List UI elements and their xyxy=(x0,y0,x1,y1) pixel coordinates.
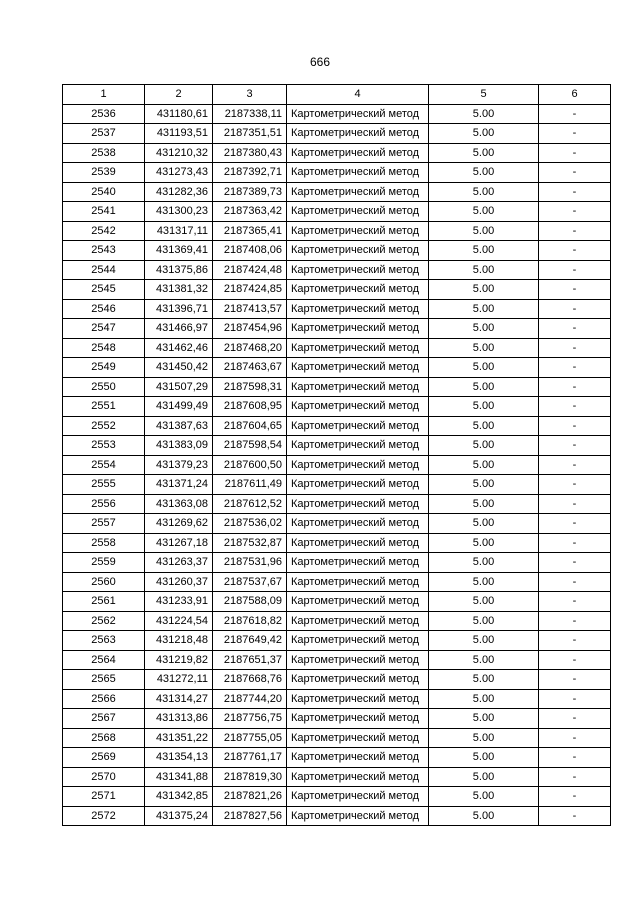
method-cell: Картометрический метод xyxy=(287,806,429,826)
x-coordinate-cell: 431233,91 xyxy=(145,592,213,612)
accuracy-cell: 5.00 xyxy=(429,260,539,280)
note-cell: - xyxy=(539,280,611,300)
note-cell: - xyxy=(539,767,611,787)
y-coordinate-cell: 2187536,02 xyxy=(213,514,287,534)
note-cell: - xyxy=(539,299,611,319)
y-coordinate-cell: 2187463,67 xyxy=(213,358,287,378)
point-number-cell: 2553 xyxy=(63,436,145,456)
method-cell: Картометрический метод xyxy=(287,377,429,397)
point-number-cell: 2557 xyxy=(63,514,145,534)
x-coordinate-cell: 431193,51 xyxy=(145,124,213,144)
accuracy-cell: 5.00 xyxy=(429,748,539,768)
y-coordinate-cell: 2187755,05 xyxy=(213,728,287,748)
x-coordinate-cell: 431260,37 xyxy=(145,572,213,592)
accuracy-cell: 5.00 xyxy=(429,494,539,514)
point-number-cell: 2545 xyxy=(63,280,145,300)
table-row xyxy=(63,202,611,222)
y-coordinate-cell: 2187392,71 xyxy=(213,163,287,183)
point-number-cell: 2555 xyxy=(63,475,145,495)
x-coordinate-cell: 431363,08 xyxy=(145,494,213,514)
accuracy-cell: 5.00 xyxy=(429,572,539,592)
accuracy-cell: 5.00 xyxy=(429,689,539,709)
note-cell: - xyxy=(539,104,611,124)
accuracy-cell: 5.00 xyxy=(429,475,539,495)
accuracy-cell: 5.00 xyxy=(429,163,539,183)
y-coordinate-cell: 2187598,31 xyxy=(213,377,287,397)
method-cell: Картометрический метод xyxy=(287,709,429,729)
y-coordinate-cell: 2187531,96 xyxy=(213,553,287,573)
table-row xyxy=(63,767,611,787)
table-row xyxy=(63,670,611,690)
x-coordinate-cell: 431375,24 xyxy=(145,806,213,826)
note-cell: - xyxy=(539,670,611,690)
point-number-cell: 2565 xyxy=(63,670,145,690)
note-cell: - xyxy=(539,494,611,514)
method-cell: Картометрический метод xyxy=(287,533,429,553)
x-coordinate-cell: 431375,86 xyxy=(145,260,213,280)
method-cell: Картометрический метод xyxy=(287,767,429,787)
note-cell: - xyxy=(539,260,611,280)
y-coordinate-cell: 2187408,06 xyxy=(213,241,287,261)
note-cell: - xyxy=(539,241,611,261)
note-cell: - xyxy=(539,124,611,144)
method-cell: Картометрический метод xyxy=(287,475,429,495)
accuracy-cell: 5.00 xyxy=(429,221,539,241)
accuracy-cell: 5.00 xyxy=(429,241,539,261)
note-cell: - xyxy=(539,709,611,729)
y-coordinate-cell: 2187537,67 xyxy=(213,572,287,592)
method-cell: Картометрический метод xyxy=(287,416,429,436)
note-cell: - xyxy=(539,475,611,495)
accuracy-cell: 5.00 xyxy=(429,514,539,534)
point-number-cell: 2536 xyxy=(63,104,145,124)
y-coordinate-cell: 2187389,73 xyxy=(213,182,287,202)
column-header-5: 5 xyxy=(429,85,539,105)
point-number-cell: 2566 xyxy=(63,689,145,709)
method-cell: Картометрический метод xyxy=(287,163,429,183)
note-cell: - xyxy=(539,182,611,202)
point-number-cell: 2554 xyxy=(63,455,145,475)
y-coordinate-cell: 2187611,49 xyxy=(213,475,287,495)
x-coordinate-cell: 431466,97 xyxy=(145,319,213,339)
accuracy-cell: 5.00 xyxy=(429,611,539,631)
accuracy-cell: 5.00 xyxy=(429,377,539,397)
method-cell: Картометрический метод xyxy=(287,241,429,261)
point-number-cell: 2541 xyxy=(63,202,145,222)
y-coordinate-cell: 2187756,75 xyxy=(213,709,287,729)
note-cell: - xyxy=(539,553,611,573)
accuracy-cell: 5.00 xyxy=(429,553,539,573)
column-header-2: 2 xyxy=(145,85,213,105)
table-row xyxy=(63,436,611,456)
point-number-cell: 2570 xyxy=(63,767,145,787)
x-coordinate-cell: 431379,23 xyxy=(145,455,213,475)
accuracy-cell: 5.00 xyxy=(429,728,539,748)
accuracy-cell: 5.00 xyxy=(429,280,539,300)
x-coordinate-cell: 431269,62 xyxy=(145,514,213,534)
note-cell: - xyxy=(539,728,611,748)
x-coordinate-cell: 431342,85 xyxy=(145,787,213,807)
note-cell: - xyxy=(539,319,611,339)
table-row xyxy=(63,397,611,417)
note-cell: - xyxy=(539,436,611,456)
column-header-6: 6 xyxy=(539,85,611,105)
x-coordinate-cell: 431210,32 xyxy=(145,143,213,163)
column-header-1: 1 xyxy=(63,85,145,105)
note-cell: - xyxy=(539,748,611,768)
method-cell: Картометрический метод xyxy=(287,260,429,280)
y-coordinate-cell: 2187351,51 xyxy=(213,124,287,144)
y-coordinate-cell: 2187424,85 xyxy=(213,280,287,300)
table-row xyxy=(63,553,611,573)
table-row xyxy=(63,143,611,163)
accuracy-cell: 5.00 xyxy=(429,709,539,729)
point-number-cell: 2544 xyxy=(63,260,145,280)
method-cell: Картометрический метод xyxy=(287,280,429,300)
point-number-cell: 2546 xyxy=(63,299,145,319)
note-cell: - xyxy=(539,572,611,592)
y-coordinate-cell: 2187365,41 xyxy=(213,221,287,241)
method-cell: Картометрический метод xyxy=(287,221,429,241)
table-header-row xyxy=(63,85,611,105)
note-cell: - xyxy=(539,416,611,436)
method-cell: Картометрический метод xyxy=(287,572,429,592)
y-coordinate-cell: 2187651,37 xyxy=(213,650,287,670)
x-coordinate-cell: 431218,48 xyxy=(145,631,213,651)
column-header-3: 3 xyxy=(213,85,287,105)
x-coordinate-cell: 431224,54 xyxy=(145,611,213,631)
table-row xyxy=(63,221,611,241)
table-row xyxy=(63,709,611,729)
table-row xyxy=(63,319,611,339)
method-cell: Картометрический метод xyxy=(287,319,429,339)
x-coordinate-cell: 431263,37 xyxy=(145,553,213,573)
table-row xyxy=(63,728,611,748)
accuracy-cell: 5.00 xyxy=(429,631,539,651)
method-cell: Картометрический метод xyxy=(287,358,429,378)
accuracy-cell: 5.00 xyxy=(429,299,539,319)
x-coordinate-cell: 431396,71 xyxy=(145,299,213,319)
accuracy-cell: 5.00 xyxy=(429,202,539,222)
y-coordinate-cell: 2187454,96 xyxy=(213,319,287,339)
method-cell: Картометрический метод xyxy=(287,338,429,358)
point-number-cell: 2561 xyxy=(63,592,145,612)
x-coordinate-cell: 431317,11 xyxy=(145,221,213,241)
accuracy-cell: 5.00 xyxy=(429,358,539,378)
coordinates-table xyxy=(62,84,611,826)
table-row xyxy=(63,689,611,709)
x-coordinate-cell: 431387,63 xyxy=(145,416,213,436)
x-coordinate-cell: 431273,43 xyxy=(145,163,213,183)
table-row xyxy=(63,650,611,670)
x-coordinate-cell: 431369,41 xyxy=(145,241,213,261)
y-coordinate-cell: 2187413,57 xyxy=(213,299,287,319)
accuracy-cell: 5.00 xyxy=(429,436,539,456)
point-number-cell: 2549 xyxy=(63,358,145,378)
method-cell: Картометрический метод xyxy=(287,455,429,475)
note-cell: - xyxy=(539,533,611,553)
x-coordinate-cell: 431381,32 xyxy=(145,280,213,300)
y-coordinate-cell: 2187827,56 xyxy=(213,806,287,826)
y-coordinate-cell: 2187363,42 xyxy=(213,202,287,222)
note-cell: - xyxy=(539,689,611,709)
table-body xyxy=(63,104,611,826)
table-row xyxy=(63,455,611,475)
accuracy-cell: 5.00 xyxy=(429,319,539,339)
point-number-cell: 2567 xyxy=(63,709,145,729)
y-coordinate-cell: 2187761,17 xyxy=(213,748,287,768)
y-coordinate-cell: 2187608,95 xyxy=(213,397,287,417)
table-row xyxy=(63,377,611,397)
table-row xyxy=(63,416,611,436)
point-number-cell: 2563 xyxy=(63,631,145,651)
x-coordinate-cell: 431507,29 xyxy=(145,377,213,397)
method-cell: Картометрический метод xyxy=(287,397,429,417)
note-cell: - xyxy=(539,163,611,183)
method-cell: Картометрический метод xyxy=(287,494,429,514)
accuracy-cell: 5.00 xyxy=(429,455,539,475)
method-cell: Картометрический метод xyxy=(287,592,429,612)
x-coordinate-cell: 431499,49 xyxy=(145,397,213,417)
note-cell: - xyxy=(539,611,611,631)
point-number-cell: 2548 xyxy=(63,338,145,358)
table-row xyxy=(63,494,611,514)
table-row xyxy=(63,280,611,300)
note-cell: - xyxy=(539,631,611,651)
method-cell: Картометрический метод xyxy=(287,787,429,807)
table-row xyxy=(63,104,611,124)
y-coordinate-cell: 2187380,43 xyxy=(213,143,287,163)
point-number-cell: 2562 xyxy=(63,611,145,631)
y-coordinate-cell: 2187468,20 xyxy=(213,338,287,358)
table-row xyxy=(63,592,611,612)
y-coordinate-cell: 2187424,48 xyxy=(213,260,287,280)
accuracy-cell: 5.00 xyxy=(429,124,539,144)
point-number-cell: 2543 xyxy=(63,241,145,261)
y-coordinate-cell: 2187600,50 xyxy=(213,455,287,475)
x-coordinate-cell: 431314,27 xyxy=(145,689,213,709)
method-cell: Картометрический метод xyxy=(287,728,429,748)
x-coordinate-cell: 431219,82 xyxy=(145,650,213,670)
x-coordinate-cell: 431300,23 xyxy=(145,202,213,222)
point-number-cell: 2538 xyxy=(63,143,145,163)
column-header-4: 4 xyxy=(287,85,429,105)
accuracy-cell: 5.00 xyxy=(429,787,539,807)
y-coordinate-cell: 2187744,20 xyxy=(213,689,287,709)
accuracy-cell: 5.00 xyxy=(429,767,539,787)
table-row xyxy=(63,514,611,534)
note-cell: - xyxy=(539,338,611,358)
x-coordinate-cell: 431383,09 xyxy=(145,436,213,456)
page-number: 666 xyxy=(309,55,331,69)
point-number-cell: 2550 xyxy=(63,377,145,397)
point-number-cell: 2558 xyxy=(63,533,145,553)
table-row xyxy=(63,358,611,378)
note-cell: - xyxy=(539,455,611,475)
y-coordinate-cell: 2187649,42 xyxy=(213,631,287,651)
x-coordinate-cell: 431267,18 xyxy=(145,533,213,553)
point-number-cell: 2571 xyxy=(63,787,145,807)
accuracy-cell: 5.00 xyxy=(429,650,539,670)
method-cell: Картометрический метод xyxy=(287,182,429,202)
point-number-cell: 2540 xyxy=(63,182,145,202)
table-row xyxy=(63,475,611,495)
y-coordinate-cell: 2187618,82 xyxy=(213,611,287,631)
note-cell: - xyxy=(539,397,611,417)
note-cell: - xyxy=(539,143,611,163)
method-cell: Картометрический метод xyxy=(287,553,429,573)
method-cell: Картометрический метод xyxy=(287,631,429,651)
y-coordinate-cell: 2187532,87 xyxy=(213,533,287,553)
x-coordinate-cell: 431282,36 xyxy=(145,182,213,202)
point-number-cell: 2559 xyxy=(63,553,145,573)
note-cell: - xyxy=(539,358,611,378)
table-row xyxy=(63,338,611,358)
accuracy-cell: 5.00 xyxy=(429,533,539,553)
y-coordinate-cell: 2187668,76 xyxy=(213,670,287,690)
point-number-cell: 2560 xyxy=(63,572,145,592)
method-cell: Картометрический метод xyxy=(287,143,429,163)
point-number-cell: 2547 xyxy=(63,319,145,339)
accuracy-cell: 5.00 xyxy=(429,670,539,690)
note-cell: - xyxy=(539,514,611,534)
x-coordinate-cell: 431351,22 xyxy=(145,728,213,748)
accuracy-cell: 5.00 xyxy=(429,104,539,124)
y-coordinate-cell: 2187604,65 xyxy=(213,416,287,436)
y-coordinate-cell: 2187819,30 xyxy=(213,767,287,787)
y-coordinate-cell: 2187598,54 xyxy=(213,436,287,456)
table-row xyxy=(63,806,611,826)
table-row xyxy=(63,787,611,807)
table-row xyxy=(63,163,611,183)
x-coordinate-cell: 431450,42 xyxy=(145,358,213,378)
point-number-cell: 2537 xyxy=(63,124,145,144)
method-cell: Картометрический метод xyxy=(287,104,429,124)
table-row xyxy=(63,572,611,592)
method-cell: Картометрический метод xyxy=(287,299,429,319)
accuracy-cell: 5.00 xyxy=(429,416,539,436)
x-coordinate-cell: 431371,24 xyxy=(145,475,213,495)
note-cell: - xyxy=(539,787,611,807)
note-cell: - xyxy=(539,650,611,670)
method-cell: Картометрический метод xyxy=(287,650,429,670)
point-number-cell: 2542 xyxy=(63,221,145,241)
method-cell: Картометрический метод xyxy=(287,436,429,456)
x-coordinate-cell: 431354,13 xyxy=(145,748,213,768)
x-coordinate-cell: 431180,61 xyxy=(145,104,213,124)
note-cell: - xyxy=(539,806,611,826)
x-coordinate-cell: 431341,88 xyxy=(145,767,213,787)
x-coordinate-cell: 431313,86 xyxy=(145,709,213,729)
method-cell: Картометрический метод xyxy=(287,124,429,144)
table-row xyxy=(63,182,611,202)
point-number-cell: 2569 xyxy=(63,748,145,768)
y-coordinate-cell: 2187588,09 xyxy=(213,592,287,612)
point-number-cell: 2551 xyxy=(63,397,145,417)
point-number-cell: 2564 xyxy=(63,650,145,670)
point-number-cell: 2556 xyxy=(63,494,145,514)
table-row xyxy=(63,631,611,651)
table-row xyxy=(63,260,611,280)
table-row xyxy=(63,124,611,144)
y-coordinate-cell: 2187821,26 xyxy=(213,787,287,807)
note-cell: - xyxy=(539,377,611,397)
table-row xyxy=(63,611,611,631)
y-coordinate-cell: 2187612,52 xyxy=(213,494,287,514)
point-number-cell: 2552 xyxy=(63,416,145,436)
method-cell: Картометрический метод xyxy=(287,202,429,222)
accuracy-cell: 5.00 xyxy=(429,592,539,612)
table-row xyxy=(63,748,611,768)
accuracy-cell: 5.00 xyxy=(429,806,539,826)
accuracy-cell: 5.00 xyxy=(429,182,539,202)
method-cell: Картометрический метод xyxy=(287,611,429,631)
y-coordinate-cell: 2187338,11 xyxy=(213,104,287,124)
table-row xyxy=(63,241,611,261)
point-number-cell: 2572 xyxy=(63,806,145,826)
method-cell: Картометрический метод xyxy=(287,670,429,690)
note-cell: - xyxy=(539,202,611,222)
note-cell: - xyxy=(539,592,611,612)
accuracy-cell: 5.00 xyxy=(429,338,539,358)
x-coordinate-cell: 431272,11 xyxy=(145,670,213,690)
table-row xyxy=(63,533,611,553)
method-cell: Картометрический метод xyxy=(287,514,429,534)
method-cell: Картометрический метод xyxy=(287,689,429,709)
accuracy-cell: 5.00 xyxy=(429,397,539,417)
note-cell: - xyxy=(539,221,611,241)
method-cell: Картометрический метод xyxy=(287,748,429,768)
table-row xyxy=(63,299,611,319)
point-number-cell: 2568 xyxy=(63,728,145,748)
accuracy-cell: 5.00 xyxy=(429,143,539,163)
x-coordinate-cell: 431462,46 xyxy=(145,338,213,358)
point-number-cell: 2539 xyxy=(63,163,145,183)
